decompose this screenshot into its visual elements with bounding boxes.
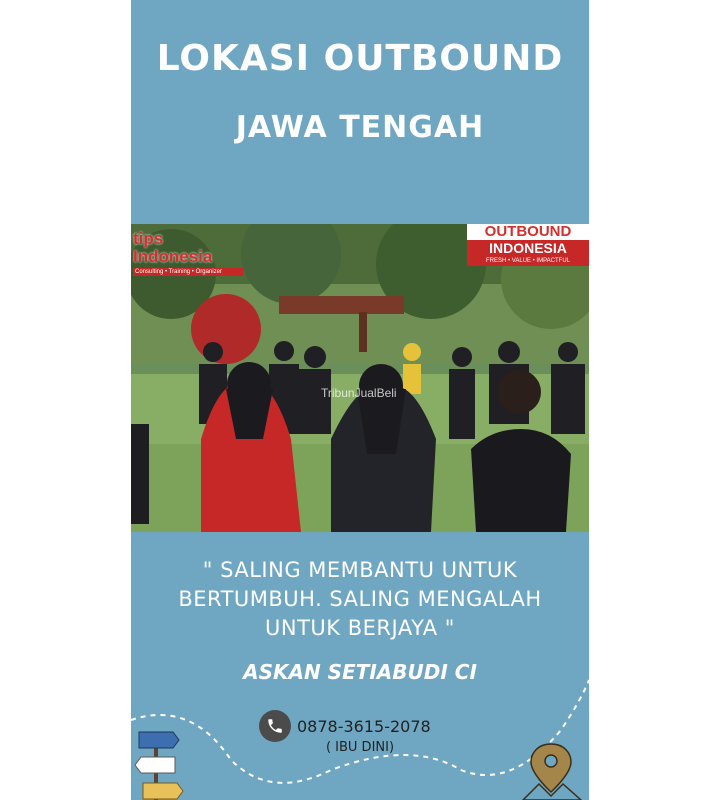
contact-phone[interactable] <box>259 709 431 743</box>
logo-left-tagline: Consulting • Training • Organizer <box>133 268 243 276</box>
watermark: TribunJualBeli <box>321 386 397 400</box>
phone-icon <box>259 710 291 742</box>
logo-right-line1: OUTBOUND <box>467 224 589 240</box>
outbound-photo <box>131 224 589 532</box>
logo-right <box>467 224 589 266</box>
poster <box>131 0 589 800</box>
title-line-2: JAWA TENGAH <box>235 110 485 145</box>
logo-left-name: tips Indonesia <box>133 229 213 266</box>
contact-name: ( IBU DINI) <box>325 740 395 755</box>
logo-right-tagline: FRESH • VALUE • IMPACTFUL <box>467 256 589 266</box>
quote-author: ASKAN SETIABUDI CI <box>243 660 477 684</box>
phone-number: 0878-3615-2078 <box>297 716 431 736</box>
quote-text: " SALING MEMBANTU UNTUK BERTUMBUH. SALING MENGALAH UNTUK BERJAYA " <box>178 558 542 640</box>
logo-left <box>133 230 243 276</box>
title-line-1: LOKASI OUTBOUND <box>156 38 564 79</box>
logo-right-line2: INDONESIA <box>467 240 589 256</box>
